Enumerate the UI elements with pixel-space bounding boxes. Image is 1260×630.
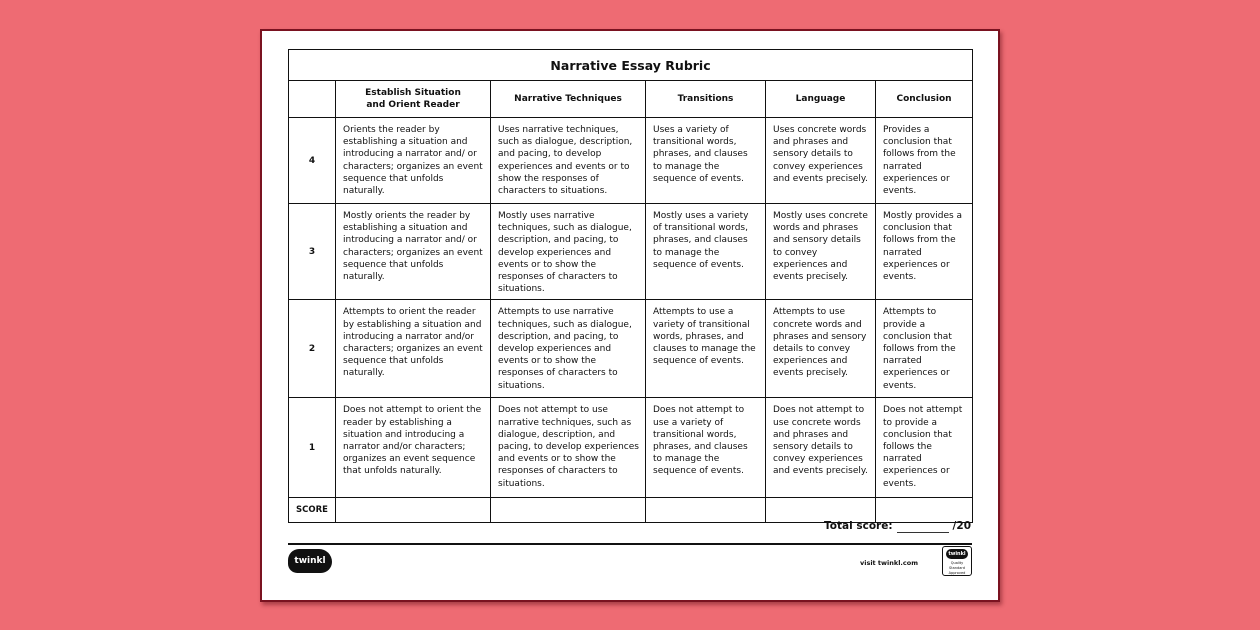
total-score-blank[interactable] [897,520,949,533]
badge-title: twinkl [946,549,968,559]
cell-establish-situation: Does not attempt to orient the reader by establishing a situation and introducing a narrator and/or characters; organizes an event sequence that unfolds naturally. [336,398,491,498]
header-conclusion: Conclusion [876,81,973,118]
score-input-establish-situation[interactable] [336,498,491,523]
rubric-table [288,49,973,523]
cell-language: Mostly uses concrete words and phrases and sensory details to convey experiences and events precisely. [766,204,876,300]
cell-conclusion: Provides a conclusion that follows from the narrated experiences or events. [876,118,973,204]
rubric-row-1 [289,398,973,498]
cell-establish-situation: Orients the reader by establishing a situation and introducing a narrator and/ or characters; organizes an event sequence that unfolds naturally. [336,118,491,204]
total-score-max: /20 [952,520,971,532]
total-score-label: Total score: [824,520,893,532]
header-language: Language [766,81,876,118]
rubric-row-2 [289,300,973,398]
score-input-transitions[interactable] [646,498,766,523]
rubric-row-3 [289,204,973,300]
rubric-title: Narrative Essay Rubric [289,50,973,81]
header-blank [289,81,336,118]
visit-link[interactable]: visit twinkl.com [859,559,918,567]
cell-narrative-techniques: Does not attempt to use narrative techniques, such as dialogue, description, and pacing, to develop experiences and events or to show the responses of characters to situations. [491,398,646,498]
header-narrative-techniques: Narrative Techniques [491,81,646,118]
score-level: 1 [289,398,336,498]
score-input-narrative-techniques[interactable] [491,498,646,523]
cell-narrative-techniques: Mostly uses narrative techniques, such as dialogue, description, and pacing, to develop experiences and events or to show the responses of characters to situations. [491,204,646,300]
score-level: 4 [289,118,336,204]
total-score [824,520,971,533]
cell-conclusion: Mostly provides a conclusion that follows from the narrated experiences or events. [876,204,973,300]
header-transitions: Transitions [646,81,766,118]
score-level: 3 [289,204,336,300]
score-row-label: SCORE [289,498,336,523]
cell-establish-situation: Mostly orients the reader by establishing a situation and introducing a narrator and/ or characters; organizes an event sequence that unfolds naturally. [336,204,491,300]
footer-divider [288,543,972,545]
cell-transitions: Uses a variety of transitional words, phrases, and clauses to manage the sequence of events. [646,118,766,204]
cell-conclusion: Attempts to provide a conclusion that follows from the narrated experiences or events. [876,300,973,398]
header-establish-situation: Establish Situation and Orient Reader [336,81,491,118]
badge-text: Quality Standard Approved [948,561,966,575]
cell-transitions: Attempts to use a variety of transitional words, phrases, and clauses to manage the sequence of events. [646,300,766,398]
cell-narrative-techniques: Attempts to use narrative techniques, such as dialogue, description, and pacing, to develop experiences and events or to show the responses of characters to situations. [491,300,646,398]
cell-conclusion: Does not attempt to provide a conclusion that follows the narrated experiences or events. [876,398,973,498]
cell-narrative-techniques: Uses narrative techniques, such as dialogue, description, and pacing, to develop experiences and events or to show the responses of characters to situations. [491,118,646,204]
score-level: 2 [289,300,336,398]
twinkl-logo-icon: twinkl [288,549,332,573]
cell-establish-situation: Attempts to orient the reader by establishing a situation and introducing a narrator and/or characters; organizes an event sequence that unfolds naturally. [336,300,491,398]
rubric-page [260,29,1000,602]
cell-language: Attempts to use concrete words and phrases and sensory details to convey experiences and events precisely. [766,300,876,398]
cell-transitions: Mostly uses a variety of transitional words, phrases, and clauses to manage the sequence of events. [646,204,766,300]
cell-language: Uses concrete words and phrases and sensory details to convey experiences and events precisely. [766,118,876,204]
quality-badge-icon [942,546,972,576]
cell-transitions: Does not attempt to use a variety of transitional words, phrases, and clauses to manage the sequence of events. [646,398,766,498]
cell-language: Does not attempt to use concrete words and phrases and sensory details to convey experiences and events precisely. [766,398,876,498]
rubric-row-4 [289,118,973,204]
